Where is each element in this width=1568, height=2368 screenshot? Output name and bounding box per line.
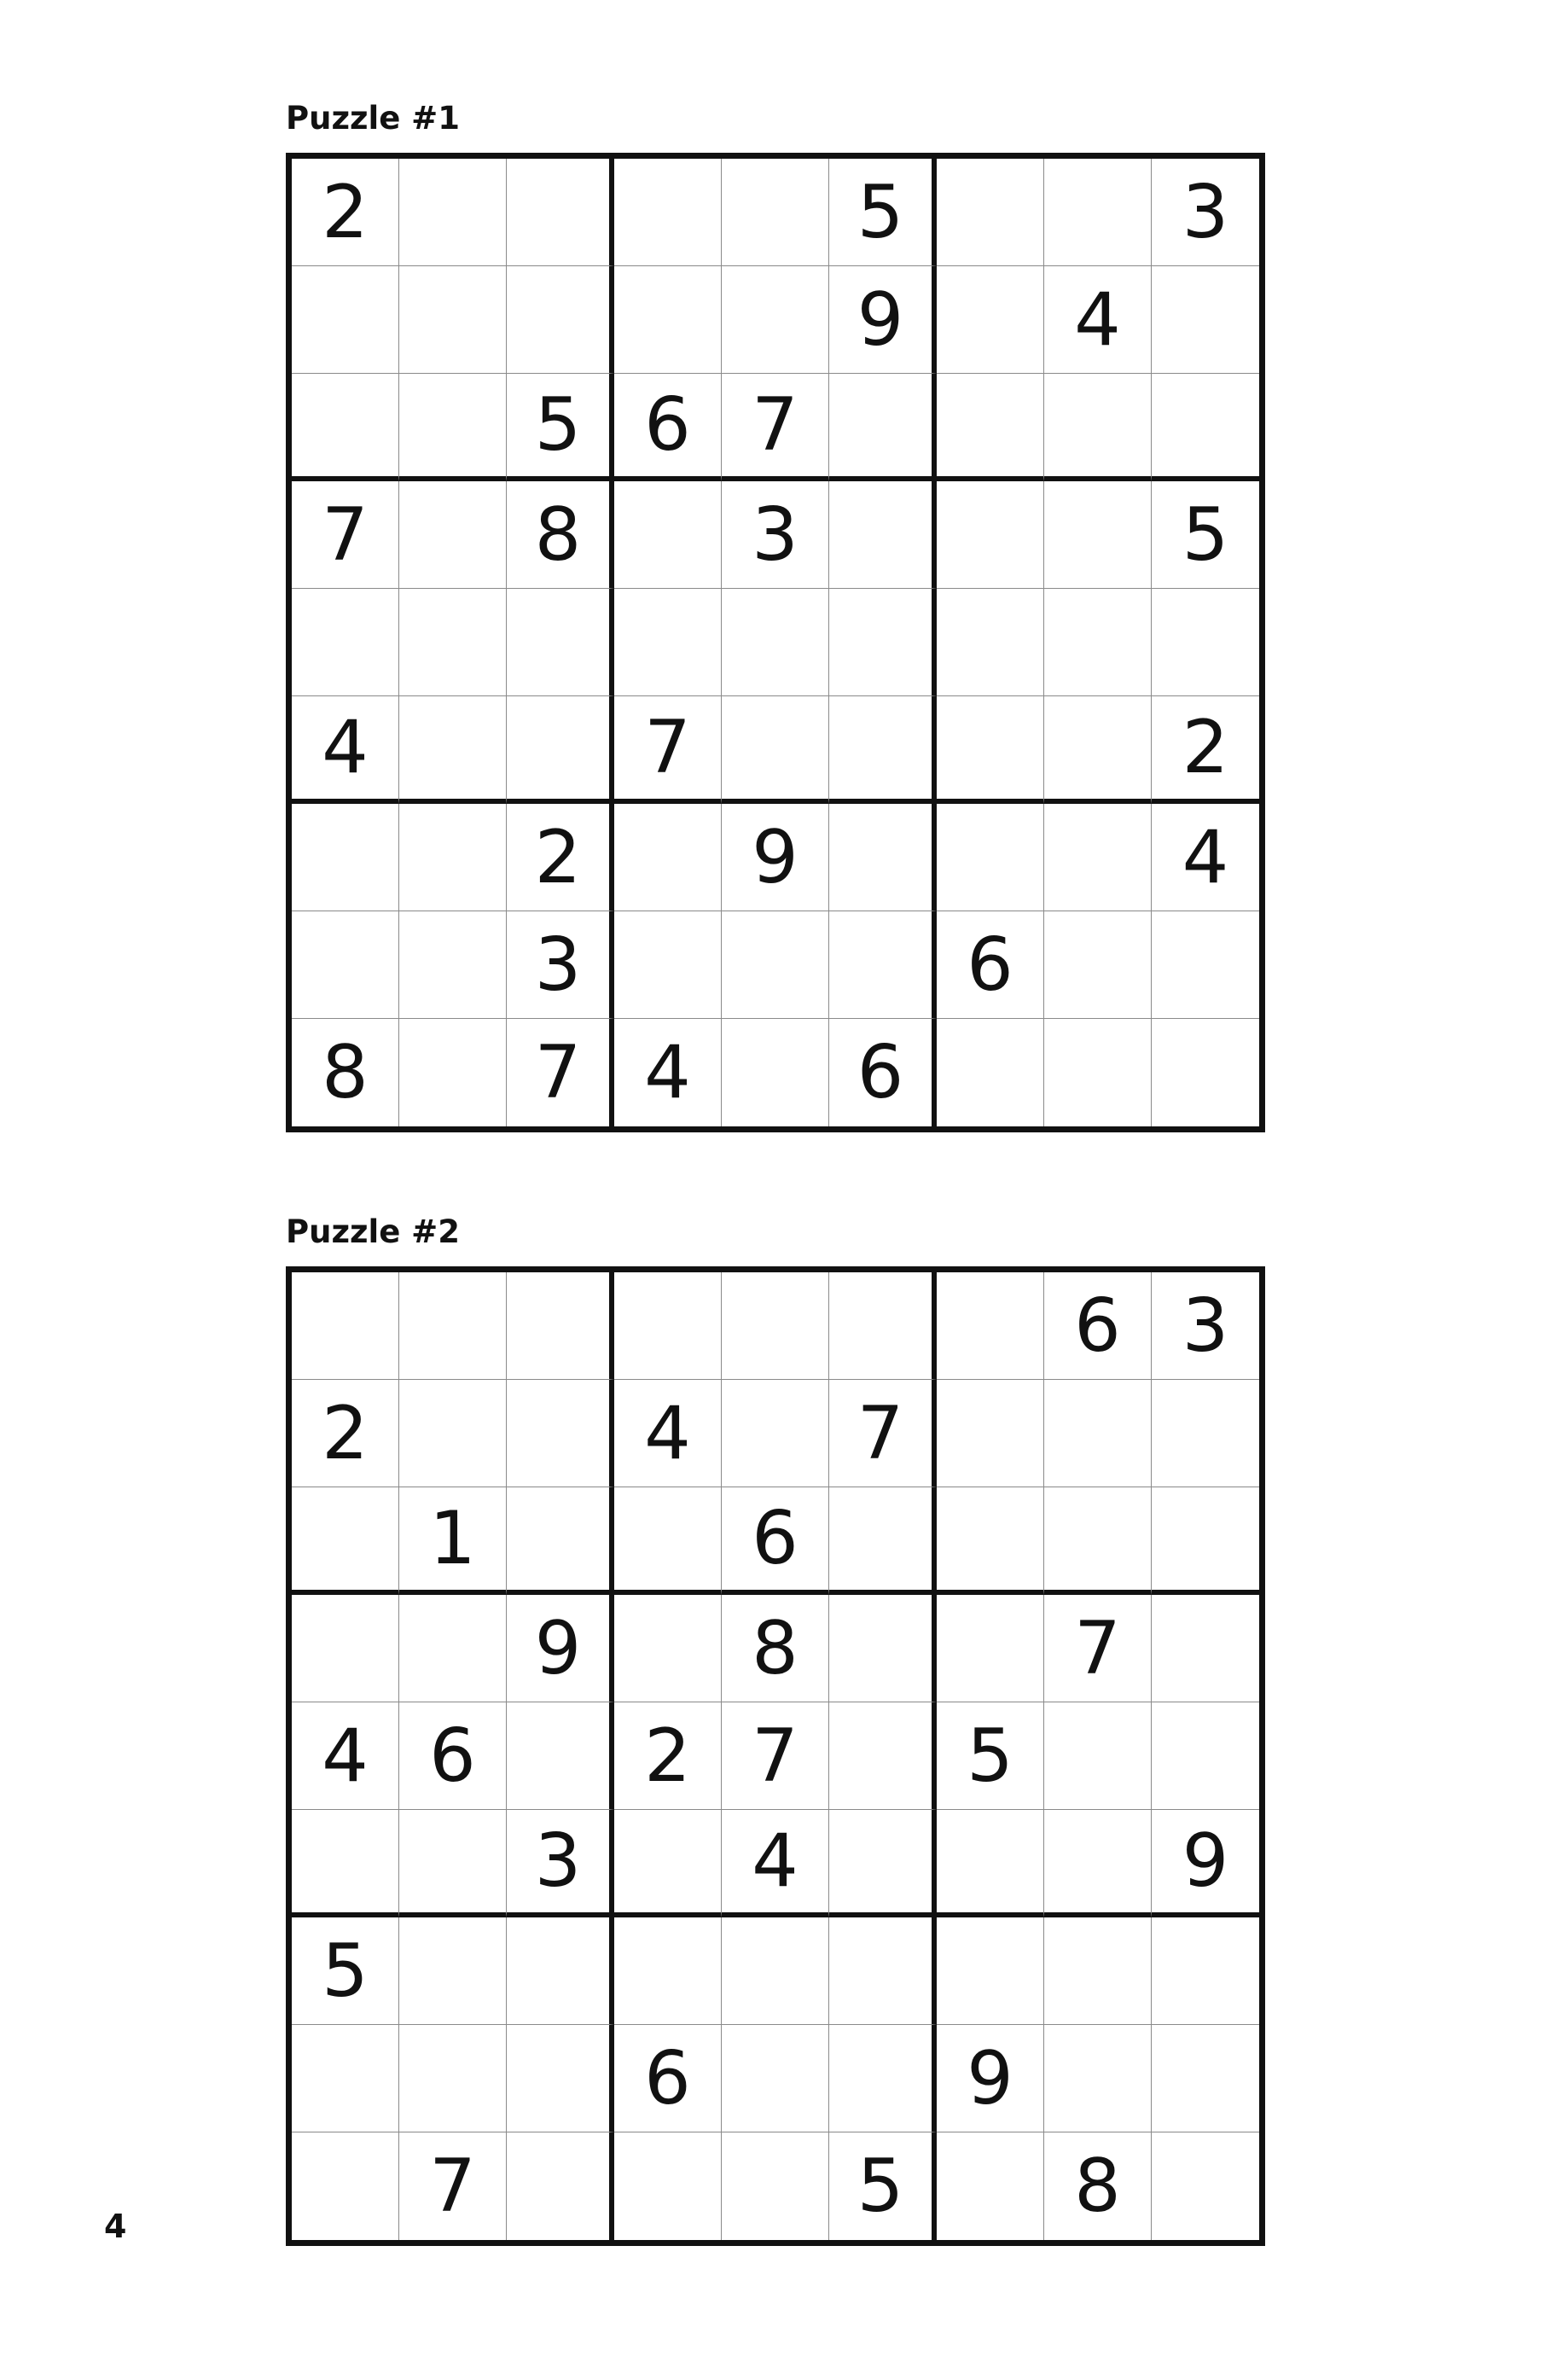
sudoku-cell[interactable]: 3 (1152, 159, 1259, 266)
sudoku-cell[interactable]: 8 (507, 481, 614, 589)
sudoku-cell[interactable] (829, 1917, 937, 2025)
sudoku-cell[interactable]: 9 (1152, 1810, 1259, 1917)
sudoku-cell[interactable] (399, 374, 507, 481)
sudoku-cell[interactable] (722, 159, 829, 266)
sudoku-cell[interactable] (614, 911, 722, 1019)
sudoku-cell[interactable]: 5 (292, 1917, 399, 2025)
sudoku-grid (286, 1266, 1265, 2246)
sudoku-cell[interactable] (399, 1810, 507, 1917)
sudoku-cell[interactable]: 7 (399, 2132, 507, 2240)
sudoku-cell[interactable]: 7 (1044, 1595, 1152, 1702)
sudoku-cell[interactable]: 8 (722, 1595, 829, 1702)
sudoku-cell[interactable]: 9 (937, 2025, 1044, 2132)
sudoku-cell[interactable] (292, 1810, 399, 1917)
sudoku-cell[interactable] (399, 1595, 507, 1702)
sudoku-cell[interactable]: 6 (829, 1019, 937, 1126)
sudoku-cell[interactable]: 7 (829, 1380, 937, 1487)
sudoku-cell[interactable] (292, 2132, 399, 2240)
sudoku-cell[interactable] (722, 589, 829, 696)
sudoku-cell[interactable] (1044, 696, 1152, 804)
sudoku-cell[interactable]: 3 (722, 481, 829, 589)
sudoku-cell[interactable]: 4 (614, 1019, 722, 1126)
sudoku-cell[interactable] (614, 1917, 722, 2025)
sudoku-cell[interactable] (1044, 804, 1152, 911)
sudoku-cell[interactable] (399, 159, 507, 266)
sudoku-cell[interactable] (937, 2132, 1044, 2240)
sudoku-cell[interactable] (614, 589, 722, 696)
sudoku-cell[interactable] (614, 1272, 722, 1380)
sudoku-cell[interactable]: 3 (1152, 1272, 1259, 1380)
sudoku-cell[interactable] (1152, 1917, 1259, 2025)
sudoku-cell[interactable]: 2 (292, 1380, 399, 1487)
sudoku-cell[interactable] (1152, 1380, 1259, 1487)
sudoku-cell[interactable] (722, 2025, 829, 2132)
sudoku-cell[interactable]: 5 (829, 159, 937, 266)
sudoku-cell[interactable] (614, 1595, 722, 1702)
sudoku-cell[interactable] (507, 159, 614, 266)
sudoku-cell[interactable] (829, 804, 937, 911)
sudoku-cell[interactable] (1152, 589, 1259, 696)
sudoku-cell[interactable] (829, 1272, 937, 1380)
sudoku-cell[interactable] (829, 1702, 937, 1810)
sudoku-cell[interactable] (292, 1487, 399, 1595)
sudoku-cell[interactable] (1152, 2025, 1259, 2132)
sudoku-cell[interactable] (507, 2132, 614, 2240)
sudoku-cell[interactable] (1044, 1487, 1152, 1595)
sudoku-cell[interactable] (1044, 589, 1152, 696)
puzzle-title: Puzzle #2 (286, 1213, 460, 1250)
sudoku-cell[interactable] (829, 911, 937, 1019)
sudoku-cell[interactable]: 4 (1152, 804, 1259, 911)
sudoku-cell[interactable]: 7 (722, 374, 829, 481)
sudoku-cell[interactable] (614, 1810, 722, 1917)
sudoku-cell[interactable] (292, 2025, 399, 2132)
sudoku-cell[interactable] (722, 1917, 829, 2025)
sudoku-cell[interactable] (1044, 911, 1152, 1019)
sudoku-cell[interactable] (399, 911, 507, 1019)
sudoku-cell[interactable]: 2 (292, 159, 399, 266)
sudoku-cell[interactable]: 9 (829, 266, 937, 374)
sudoku-cell[interactable] (399, 2025, 507, 2132)
sudoku-cell[interactable] (507, 1380, 614, 1487)
sudoku-cell[interactable] (399, 1272, 507, 1380)
sudoku-cell[interactable] (1044, 159, 1152, 266)
sudoku-cell[interactable] (937, 1272, 1044, 1380)
sudoku-cell[interactable]: 5 (937, 1702, 1044, 1810)
sudoku-cell[interactable] (614, 804, 722, 911)
sudoku-cell[interactable]: 8 (1044, 2132, 1152, 2240)
sudoku-cell[interactable] (292, 1272, 399, 1380)
puzzle-2 (286, 1213, 1265, 2246)
sudoku-cell[interactable] (399, 1917, 507, 2025)
sudoku-cell[interactable] (399, 1380, 507, 1487)
sudoku-cell[interactable] (937, 374, 1044, 481)
sudoku-cell[interactable]: 7 (722, 1702, 829, 1810)
sudoku-cell[interactable] (1152, 1019, 1259, 1126)
sudoku-cell[interactable] (937, 1810, 1044, 1917)
sudoku-cell[interactable]: 4 (722, 1810, 829, 1917)
sudoku-cell[interactable] (507, 266, 614, 374)
sudoku-cell[interactable] (722, 911, 829, 1019)
sudoku-cell[interactable]: 6 (614, 2025, 722, 2132)
sudoku-cell[interactable] (1152, 1702, 1259, 1810)
sudoku-cell[interactable]: 4 (614, 1380, 722, 1487)
sudoku-cell[interactable]: 7 (614, 696, 722, 804)
sudoku-cell[interactable] (292, 589, 399, 696)
sudoku-cell[interactable] (399, 1019, 507, 1126)
sudoku-cell[interactable]: 2 (507, 804, 614, 911)
sudoku-cell[interactable] (614, 481, 722, 589)
sudoku-cell[interactable]: 8 (292, 1019, 399, 1126)
sudoku-cell[interactable] (1044, 1019, 1152, 1126)
sudoku-cell[interactable] (937, 696, 1044, 804)
sudoku-cell[interactable] (937, 159, 1044, 266)
sudoku-cell[interactable]: 6 (399, 1702, 507, 1810)
sudoku-cell[interactable] (722, 266, 829, 374)
sudoku-cell[interactable] (614, 266, 722, 374)
sudoku-cell[interactable] (507, 2025, 614, 2132)
sudoku-cell[interactable] (507, 1487, 614, 1595)
sudoku-cell[interactable] (937, 1595, 1044, 1702)
puzzle-title: Puzzle #1 (286, 100, 460, 137)
sudoku-cell[interactable] (292, 1595, 399, 1702)
sudoku-cell[interactable]: 5 (829, 2132, 937, 2240)
sudoku-cell[interactable]: 6 (1044, 1272, 1152, 1380)
sudoku-cell[interactable] (829, 2025, 937, 2132)
sudoku-cell[interactable]: 6 (937, 911, 1044, 1019)
sudoku-grid (286, 153, 1265, 1132)
sudoku-cell[interactable] (399, 696, 507, 804)
sudoku-cell[interactable] (507, 696, 614, 804)
sudoku-cell[interactable] (1044, 1702, 1152, 1810)
sudoku-cell[interactable] (937, 1917, 1044, 2025)
sudoku-cell[interactable] (722, 2132, 829, 2240)
sudoku-cell[interactable]: 7 (507, 1019, 614, 1126)
sudoku-cell[interactable]: 6 (722, 1487, 829, 1595)
sudoku-cell[interactable]: 7 (292, 481, 399, 589)
sudoku-cell[interactable] (1152, 1487, 1259, 1595)
sudoku-cell[interactable]: 2 (1152, 696, 1259, 804)
sudoku-cell[interactable] (937, 1019, 1044, 1126)
sudoku-cell[interactable] (1152, 911, 1259, 1019)
sudoku-cell[interactable] (292, 911, 399, 1019)
sudoku-cell[interactable]: 5 (1152, 481, 1259, 589)
sudoku-cell[interactable]: 4 (1044, 266, 1152, 374)
sudoku-cell[interactable]: 3 (507, 1810, 614, 1917)
sudoku-cell[interactable] (937, 804, 1044, 911)
sudoku-cell[interactable] (937, 589, 1044, 696)
sudoku-cell[interactable] (829, 481, 937, 589)
sudoku-cell[interactable]: 9 (722, 804, 829, 911)
sudoku-cell[interactable] (937, 1380, 1044, 1487)
sudoku-cell[interactable] (614, 1487, 722, 1595)
sudoku-cell[interactable] (507, 1702, 614, 1810)
sudoku-cell[interactable] (292, 266, 399, 374)
sudoku-cell[interactable] (722, 1272, 829, 1380)
sudoku-cell[interactable] (1152, 374, 1259, 481)
sudoku-cell[interactable] (1044, 1810, 1152, 1917)
sudoku-cell[interactable] (614, 2132, 722, 2240)
sudoku-cell[interactable] (1044, 2025, 1152, 2132)
sudoku-cell[interactable] (399, 266, 507, 374)
sudoku-cell[interactable] (829, 374, 937, 481)
sudoku-cell[interactable]: 4 (292, 696, 399, 804)
sudoku-cell[interactable] (399, 481, 507, 589)
sudoku-cell[interactable] (1152, 266, 1259, 374)
sudoku-cell[interactable] (937, 266, 1044, 374)
sudoku-cell[interactable]: 6 (614, 374, 722, 481)
sudoku-cell[interactable] (507, 589, 614, 696)
sudoku-cell[interactable] (1044, 1380, 1152, 1487)
sudoku-cell[interactable]: 9 (507, 1595, 614, 1702)
sudoku-cell[interactable]: 1 (399, 1487, 507, 1595)
sudoku-cell[interactable] (829, 1595, 937, 1702)
sudoku-cell[interactable] (1044, 1917, 1152, 2025)
sudoku-cell[interactable] (399, 804, 507, 911)
sudoku-cell[interactable] (829, 696, 937, 804)
sudoku-cell[interactable] (722, 1380, 829, 1487)
puzzle-1 (286, 102, 1265, 1132)
sudoku-cell[interactable]: 4 (292, 1702, 399, 1810)
sudoku-cell[interactable] (292, 374, 399, 481)
sudoku-cell[interactable] (937, 1487, 1044, 1595)
sudoku-cell[interactable] (292, 804, 399, 911)
sudoku-cell[interactable] (829, 1810, 937, 1917)
page-number: 4 (104, 2208, 127, 2245)
sudoku-cell[interactable] (614, 159, 722, 266)
sudoku-cell[interactable] (1044, 481, 1152, 589)
sudoku-cell[interactable] (829, 1487, 937, 1595)
sudoku-cell[interactable] (1044, 374, 1152, 481)
sudoku-cell[interactable]: 2 (614, 1702, 722, 1810)
sudoku-cell[interactable] (507, 1272, 614, 1380)
sudoku-cell[interactable] (829, 589, 937, 696)
sudoku-cell[interactable] (399, 589, 507, 696)
sudoku-cell[interactable]: 3 (507, 911, 614, 1019)
sudoku-cell[interactable] (507, 1917, 614, 2025)
sudoku-cell[interactable]: 5 (507, 374, 614, 481)
sudoku-cell[interactable] (722, 696, 829, 804)
sudoku-cell[interactable] (937, 481, 1044, 589)
sudoku-cell[interactable] (722, 1019, 829, 1126)
sudoku-cell[interactable] (1152, 1595, 1259, 1702)
sudoku-cell[interactable] (1152, 2132, 1259, 2240)
